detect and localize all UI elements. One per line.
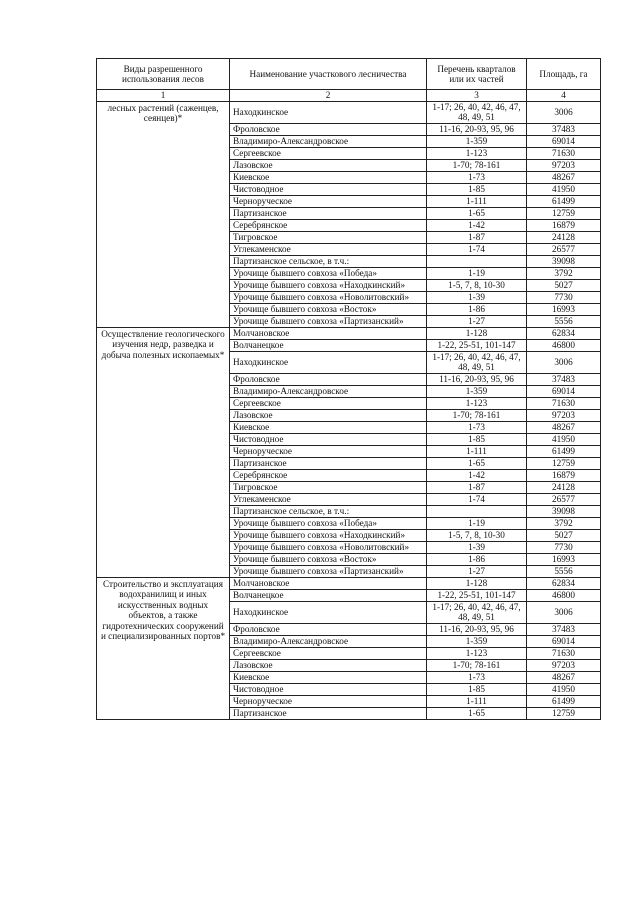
area-cell: 97203 — [527, 409, 601, 421]
area-cell: 48267 — [527, 171, 601, 183]
quarters-cell: 1-74 — [427, 493, 527, 505]
area-cell: 97203 — [527, 159, 601, 171]
quarters-cell: 1-123 — [427, 147, 527, 159]
forestry-name-cell: Партизанское — [230, 207, 427, 219]
area-cell: 41950 — [527, 433, 601, 445]
quarters-cell: 1-70; 78-161 — [427, 659, 527, 671]
forestry-name-cell: Серебрянское — [230, 219, 427, 231]
forestry-name-cell: Киевское — [230, 671, 427, 683]
quarters-cell: 1-22, 25-51, 101-147 — [427, 589, 527, 601]
quarters-cell: 1-19 — [427, 517, 527, 529]
use-type-cell: Осуществление геологического изучения недр, разведка и добыча полезных ископаемых* — [97, 327, 230, 577]
area-cell: 62834 — [527, 577, 601, 589]
forestry-name-cell: Владимиро-Александровское — [230, 635, 427, 647]
quarters-cell: 1-65 — [427, 707, 527, 719]
quarters-cell: 1-87 — [427, 231, 527, 243]
column-number: 3 — [427, 90, 527, 102]
area-cell: 3006 — [527, 101, 601, 123]
quarters-cell: 1-19 — [427, 267, 527, 279]
area-cell: 26577 — [527, 493, 601, 505]
forestry-name-cell: Урочище бывшего совхоза «Партизанский» — [230, 565, 427, 577]
forestry-name-cell: Партизанское сельское, в т.ч.: — [230, 505, 427, 517]
quarters-cell: 1-359 — [427, 385, 527, 397]
quarters-cell: 1-70; 78-161 — [427, 409, 527, 421]
forestry-name-cell: Владимиро-Александровское — [230, 135, 427, 147]
forestry-name-cell: Урочище бывшего совхоза «Победа» — [230, 517, 427, 529]
use-type-cell: лесных растений (саженцев, сеянцев)* — [97, 101, 230, 327]
area-cell: 71630 — [527, 147, 601, 159]
forestry-name-cell: Урочище бывшего совхоза «Новолитовский» — [230, 291, 427, 303]
area-cell: 12759 — [527, 707, 601, 719]
forestry-name-cell: Сергеевское — [230, 397, 427, 409]
area-cell: 7730 — [527, 541, 601, 553]
forestry-name-cell: Урочище бывшего совхоза «Восток» — [230, 553, 427, 565]
forestry-name-cell: Урочище бывшего совхоза «Новолитовский» — [230, 541, 427, 553]
quarters-cell: 1-39 — [427, 541, 527, 553]
forestry-name-cell: Урочище бывшего совхоза «Победа» — [230, 267, 427, 279]
forestry-name-cell: Волчанецкое — [230, 589, 427, 601]
column-number: 2 — [230, 90, 427, 102]
area-cell: 61499 — [527, 445, 601, 457]
area-cell: 3792 — [527, 267, 601, 279]
area-cell: 7730 — [527, 291, 601, 303]
header-use: Виды разрешенного использования лесов — [97, 59, 230, 90]
area-cell: 62834 — [527, 327, 601, 339]
quarters-cell: 1-17; 26, 40, 42, 46, 47, 48, 49, 51 — [427, 351, 527, 373]
quarters-cell: 1-85 — [427, 183, 527, 195]
forestry-name-cell: Партизанское — [230, 457, 427, 469]
area-cell: 12759 — [527, 207, 601, 219]
forestry-name-cell: Фроловское — [230, 123, 427, 135]
quarters-cell: 1-27 — [427, 565, 527, 577]
quarters-cell: 1-73 — [427, 671, 527, 683]
forestry-name-cell: Тигровское — [230, 231, 427, 243]
quarters-cell — [427, 505, 527, 517]
forestry-name-cell: Чистоводное — [230, 683, 427, 695]
quarters-cell: 1-111 — [427, 195, 527, 207]
area-cell: 16993 — [527, 553, 601, 565]
area-cell: 3006 — [527, 601, 601, 623]
quarters-cell: 1-85 — [427, 683, 527, 695]
forestry-name-cell: Волчанецкое — [230, 339, 427, 351]
forestry-name-cell: Находкинское — [230, 101, 427, 123]
quarters-cell: 1-74 — [427, 243, 527, 255]
area-cell: 48267 — [527, 671, 601, 683]
area-cell: 39098 — [527, 255, 601, 267]
quarters-cell: 1-65 — [427, 457, 527, 469]
quarters-cell: 1-5, 7, 8, 10-30 — [427, 279, 527, 291]
column-number-row — [97, 90, 601, 102]
forestry-name-cell: Черноруческое — [230, 195, 427, 207]
quarters-cell: 1-17; 26, 40, 42, 46, 47, 48, 49, 51 — [427, 101, 527, 123]
table-row — [97, 327, 601, 339]
area-cell: 24128 — [527, 231, 601, 243]
header-forestry: Наименование участкового лесничества — [230, 59, 427, 90]
area-cell: 71630 — [527, 397, 601, 409]
quarters-cell: 1-65 — [427, 207, 527, 219]
quarters-cell: 1-86 — [427, 303, 527, 315]
quarters-cell: 1-128 — [427, 327, 527, 339]
forestry-name-cell: Партизанское сельское, в т.ч.: — [230, 255, 427, 267]
area-cell: 5027 — [527, 279, 601, 291]
forestry-name-cell: Урочище бывшего совхоза «Находкинский» — [230, 529, 427, 541]
area-cell: 46800 — [527, 589, 601, 601]
table-body — [97, 101, 601, 719]
area-cell: 41950 — [527, 183, 601, 195]
quarters-cell: 1-5, 7, 8, 10-30 — [427, 529, 527, 541]
forestry-name-cell: Тигровское — [230, 481, 427, 493]
quarters-cell: 1-123 — [427, 397, 527, 409]
quarters-cell: 1-87 — [427, 481, 527, 493]
quarters-cell: 1-39 — [427, 291, 527, 303]
forestry-name-cell: Фроловское — [230, 373, 427, 385]
area-cell: 69014 — [527, 635, 601, 647]
forestry-name-cell: Углекаменское — [230, 493, 427, 505]
table-row — [97, 577, 601, 589]
header-quarters: Перечень кварталов или их частей — [427, 59, 527, 90]
quarters-cell: 1-73 — [427, 421, 527, 433]
forestry-name-cell: Углекаменское — [230, 243, 427, 255]
area-cell: 12759 — [527, 457, 601, 469]
quarters-cell — [427, 255, 527, 267]
forestry-name-cell: Урочище бывшего совхоза «Находкинский» — [230, 279, 427, 291]
forestry-name-cell: Партизанское — [230, 707, 427, 719]
area-cell: 3006 — [527, 351, 601, 373]
quarters-cell: 1-86 — [427, 553, 527, 565]
forestry-name-cell: Молчановское — [230, 577, 427, 589]
forestry-name-cell: Киевское — [230, 171, 427, 183]
quarters-cell: 1-42 — [427, 469, 527, 481]
column-number: 1 — [97, 90, 230, 102]
quarters-cell: 1-123 — [427, 647, 527, 659]
quarters-cell: 11-16, 20-93, 95, 96 — [427, 623, 527, 635]
forestry-name-cell: Владимиро-Александровское — [230, 385, 427, 397]
area-cell: 37483 — [527, 623, 601, 635]
forestry-name-cell: Чистоводное — [230, 183, 427, 195]
quarters-cell: 1-111 — [427, 695, 527, 707]
forestry-name-cell: Находкинское — [230, 351, 427, 373]
area-cell: 16879 — [527, 219, 601, 231]
area-cell: 37483 — [527, 123, 601, 135]
area-cell: 97203 — [527, 659, 601, 671]
use-type-cell: Строительство и эксплуатация водохранилищ и иных искусственных водных объектов, а также гидротехнических сооружений и специализированных портов* — [97, 577, 230, 719]
forestry-name-cell: Чистоводное — [230, 433, 427, 445]
forestry-name-cell: Черноруческое — [230, 695, 427, 707]
forestry-name-cell: Сергеевское — [230, 647, 427, 659]
forestry-name-cell: Серебрянское — [230, 469, 427, 481]
area-cell: 46800 — [527, 339, 601, 351]
forestry-name-cell: Лазовское — [230, 659, 427, 671]
area-cell: 5556 — [527, 565, 601, 577]
quarters-cell: 11-16, 20-93, 95, 96 — [427, 123, 527, 135]
quarters-cell: 1-85 — [427, 433, 527, 445]
area-cell: 5027 — [527, 529, 601, 541]
area-cell: 71630 — [527, 647, 601, 659]
quarters-cell: 1-73 — [427, 171, 527, 183]
quarters-cell: 1-70; 78-161 — [427, 159, 527, 171]
quarters-cell: 1-22, 25-51, 101-147 — [427, 339, 527, 351]
forestry-name-cell: Молчановское — [230, 327, 427, 339]
area-cell: 61499 — [527, 695, 601, 707]
header-area: Площадь, га — [527, 59, 601, 90]
area-cell: 41950 — [527, 683, 601, 695]
forestry-name-cell: Урочище бывшего совхоза «Восток» — [230, 303, 427, 315]
area-cell: 5556 — [527, 315, 601, 327]
area-cell: 37483 — [527, 373, 601, 385]
quarters-cell: 1-111 — [427, 445, 527, 457]
table-row — [97, 101, 601, 123]
forestry-name-cell: Лазовское — [230, 159, 427, 171]
area-cell: 3792 — [527, 517, 601, 529]
forestry-name-cell: Находкинское — [230, 601, 427, 623]
forestry-name-cell: Урочище бывшего совхоза «Партизанский» — [230, 315, 427, 327]
quarters-cell: 1-128 — [427, 577, 527, 589]
area-cell: 16993 — [527, 303, 601, 315]
area-cell: 26577 — [527, 243, 601, 255]
forestry-name-cell: Сергеевское — [230, 147, 427, 159]
area-cell: 16879 — [527, 469, 601, 481]
quarters-cell: 1-17; 26, 40, 42, 46, 47, 48, 49, 51 — [427, 601, 527, 623]
area-cell: 69014 — [527, 385, 601, 397]
forestry-name-cell: Киевское — [230, 421, 427, 433]
area-cell: 48267 — [527, 421, 601, 433]
header-row — [97, 59, 601, 90]
area-cell: 39098 — [527, 505, 601, 517]
column-number: 4 — [527, 90, 601, 102]
area-cell: 24128 — [527, 481, 601, 493]
forest-use-table — [96, 58, 601, 720]
quarters-cell: 1-42 — [427, 219, 527, 231]
forestry-name-cell: Черноруческое — [230, 445, 427, 457]
area-cell: 69014 — [527, 135, 601, 147]
quarters-cell: 1-359 — [427, 135, 527, 147]
quarters-cell: 11-16, 20-93, 95, 96 — [427, 373, 527, 385]
quarters-cell: 1-27 — [427, 315, 527, 327]
area-cell: 61499 — [527, 195, 601, 207]
quarters-cell: 1-359 — [427, 635, 527, 647]
forestry-name-cell: Фроловское — [230, 623, 427, 635]
forestry-name-cell: Лазовское — [230, 409, 427, 421]
